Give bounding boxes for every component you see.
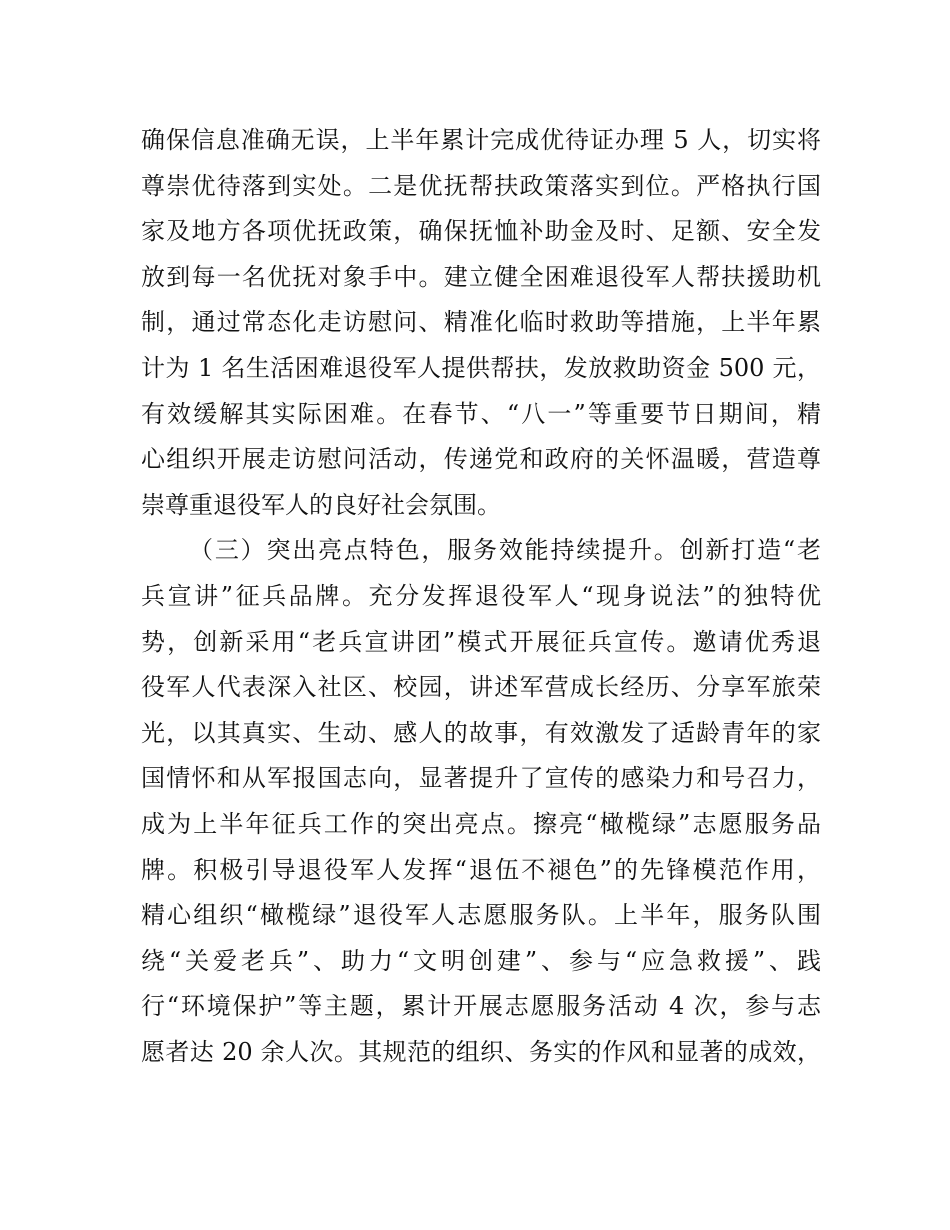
text-line: 势，创新采用“老兵宣讲团”模式开展征兵宣传。邀请优秀退 — [141, 627, 821, 656]
text-line: 光，以其真实、生动、感人的故事，有效激发了适龄青年的家 — [141, 718, 821, 747]
text-line: 尊崇优待落到实处。二是优抚帮扶政策落实到位。严格执行国 — [141, 171, 821, 200]
text-line: 制，通过常态化走访慰问、精准化临时救助等措施，上半年累 — [141, 308, 821, 337]
text-line: 崇尊重退役军人的良好社会氛围。 — [141, 490, 501, 519]
document-body-text — [141, 118, 821, 1075]
text-line: 役军人代表深入社区、校园，讲述军营成长经历、分享军旅荣 — [141, 673, 821, 702]
text-line: 国情怀和从军报国志向，显著提升了宣传的感染力和号召力， — [141, 764, 821, 793]
text-line: 成为上半年征兵工作的突出亮点。擦亮“橄榄绿”志愿服务品 — [141, 809, 821, 838]
text-line: 绕“关爱老兵”、助力“文明创建”、参与“应急救援”、践 — [141, 946, 821, 975]
text-line: 家及地方各项优抚政策，确保抚恤补助金及时、足额、安全发 — [141, 217, 821, 246]
text-line: 精心组织“橄榄绿”退役军人志愿服务队。上半年，服务队围 — [141, 901, 821, 930]
paragraph-continuation — [141, 118, 821, 528]
text-line: 行“环境保护”等主题，累计开展志愿服务活动 4 次，参与志 — [141, 992, 821, 1021]
text-line: 兵宣讲”征兵品牌。充分发挥退役军人“现身说法”的独特优 — [141, 581, 821, 610]
text-line: 放到每一名优抚对象手中。建立健全困难退役军人帮扶援助机 — [141, 262, 821, 291]
text-line: 愿者达 20 余人次。其规范的组织、务实的作风和显著的成效， — [141, 1037, 821, 1066]
text-line: 确保信息准确无误，上半年累计完成优待证办理 5 人，切实将 — [141, 126, 821, 154]
text-line: 牌。积极引导退役军人发挥“退伍不褪色”的先锋模范作用， — [141, 855, 821, 884]
text-line: 心组织开展走访慰问活动，传递党和政府的关怀温暖，营造尊 — [141, 445, 821, 474]
text-line: 有效缓解其实际困难。在春节、“八一”等重要节日期间，精 — [141, 399, 821, 428]
section-heading-line: （三）突出亮点特色，服务效能持续提升。创新打造“老 — [189, 536, 821, 565]
text-line: 计为 1 名生活困难退役军人提供帮扶，发放救助资金 500 元， — [141, 353, 821, 382]
paragraph-section-three — [141, 528, 821, 1075]
